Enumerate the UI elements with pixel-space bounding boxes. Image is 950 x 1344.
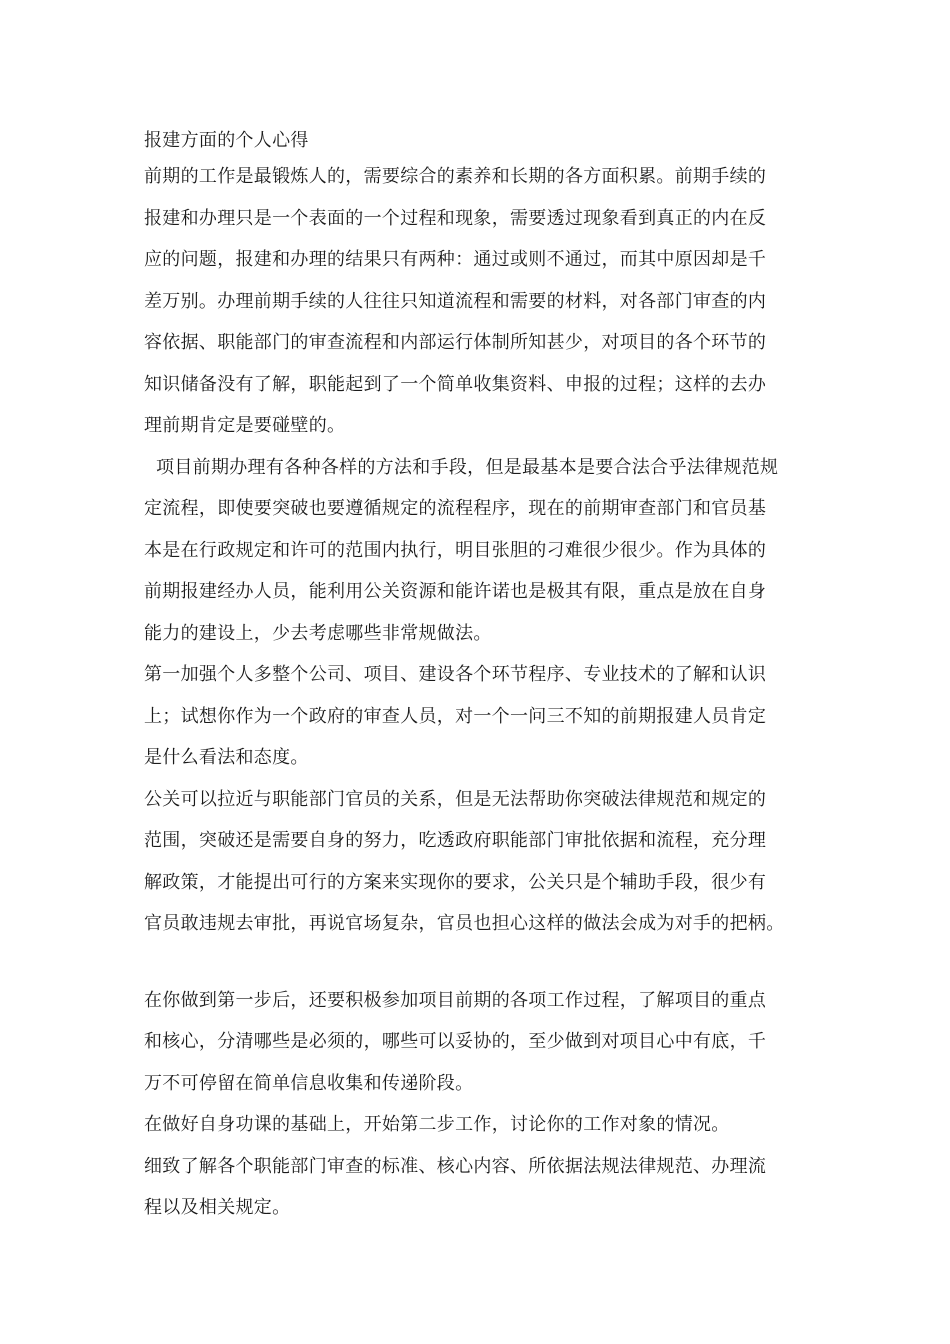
text-line: 上；试想你作为一个政府的审查人员，对一个一问三不知的前期报建人员肯定	[144, 705, 767, 727]
text-line: 本是在行政规定和许可的范围内执行，明目张胆的刁难很少很少。作为具体的	[144, 539, 767, 561]
text-line: 前期的工作是最锻炼人的，需要综合的素养和长期的各方面积累。前期手续的	[144, 166, 767, 187]
text-line: 报建和办理只是一个表面的一个过程和现象，需要透过现象看到真正的内在反	[144, 207, 767, 229]
paragraph-7	[144, 1146, 824, 1229]
text-line: 细致了解各个职能部门审查的标准、核心内容、所依据法规法律规范、办理流	[144, 1155, 767, 1177]
paragraph-5	[144, 980, 824, 1105]
text-line: 知识储备没有了解，职能起到了一个简单收集资料、申报的过程；这样的去办	[144, 373, 767, 395]
paragraph-1	[144, 156, 824, 447]
text-line: 理前期肯定是要碰壁的。	[144, 415, 346, 436]
paragraph-2	[144, 447, 824, 655]
text-line: 程以及相关规定。	[144, 1197, 291, 1218]
document-title: 报建方面的个人心得	[144, 130, 309, 151]
text-line: 是什么看法和态度。	[144, 747, 309, 768]
text-line: 官员敢违规去审批，再说官场复杂，官员也担心这样的做法会成为对手的把柄。	[144, 913, 785, 934]
text-line: 定流程，即使要突破也要遵循规定的流程程序，现在的前期审查部门和官员基	[144, 498, 767, 519]
text-line: 能力的建设上，少去考虑哪些非常规做法。	[144, 622, 492, 644]
text-line: 第一加强个人多整个公司、项目、建设各个环节程序、专业技术的了解和认识	[144, 664, 767, 685]
paragraph-6	[144, 1104, 824, 1146]
paragraph-4	[144, 779, 824, 945]
text-line: 万不可停留在简单信息收集和传递阶段。	[144, 1072, 474, 1094]
document-body	[144, 126, 824, 1229]
paragraph-3	[144, 654, 824, 779]
text-line: 在做好自身功课的基础上，开始第二步工作，讨论你的工作对象的情况。	[144, 1114, 730, 1135]
text-line: 范围，突破还是需要自身的努力，吃透政府职能部门审批依据和流程，充分理	[144, 830, 767, 851]
text-line: 前期报建经办人员，能利用公关资源和能许诺也是极其有限，重点是放在自身	[144, 581, 767, 602]
text-line: 在你做到第一步后，还要积极参加项目前期的各项工作过程，了解项目的重点	[144, 989, 767, 1011]
text-line: 容依据、职能部门的审查流程和内部运行体制所知甚少，对项目的各个环节的	[144, 332, 767, 353]
text-line: 项目前期办理有各种各样的方法和手段，但是最基本是要合法合乎法律规范规	[144, 456, 779, 478]
text-line: 解政策，才能提出可行的方案来实现你的要求，公关只是个辅助手段，很少有	[144, 871, 767, 893]
text-line: 应的问题，报建和办理的结果只有两种：通过或则不通过，而其中原因却是千	[144, 249, 767, 270]
text-line: 和核心，分清哪些是必须的，哪些可以妥协的，至少做到对项目心中有底，千	[144, 1031, 767, 1052]
text-line: 差万别。办理前期手续的人往往只知道流程和需要的材料，对各部门审查的内	[144, 290, 767, 312]
paragraph-spacer	[144, 945, 824, 980]
text-line: 公关可以拉近与职能部门官员的关系，但是无法帮助你突破法律规范和规定的	[144, 788, 767, 810]
